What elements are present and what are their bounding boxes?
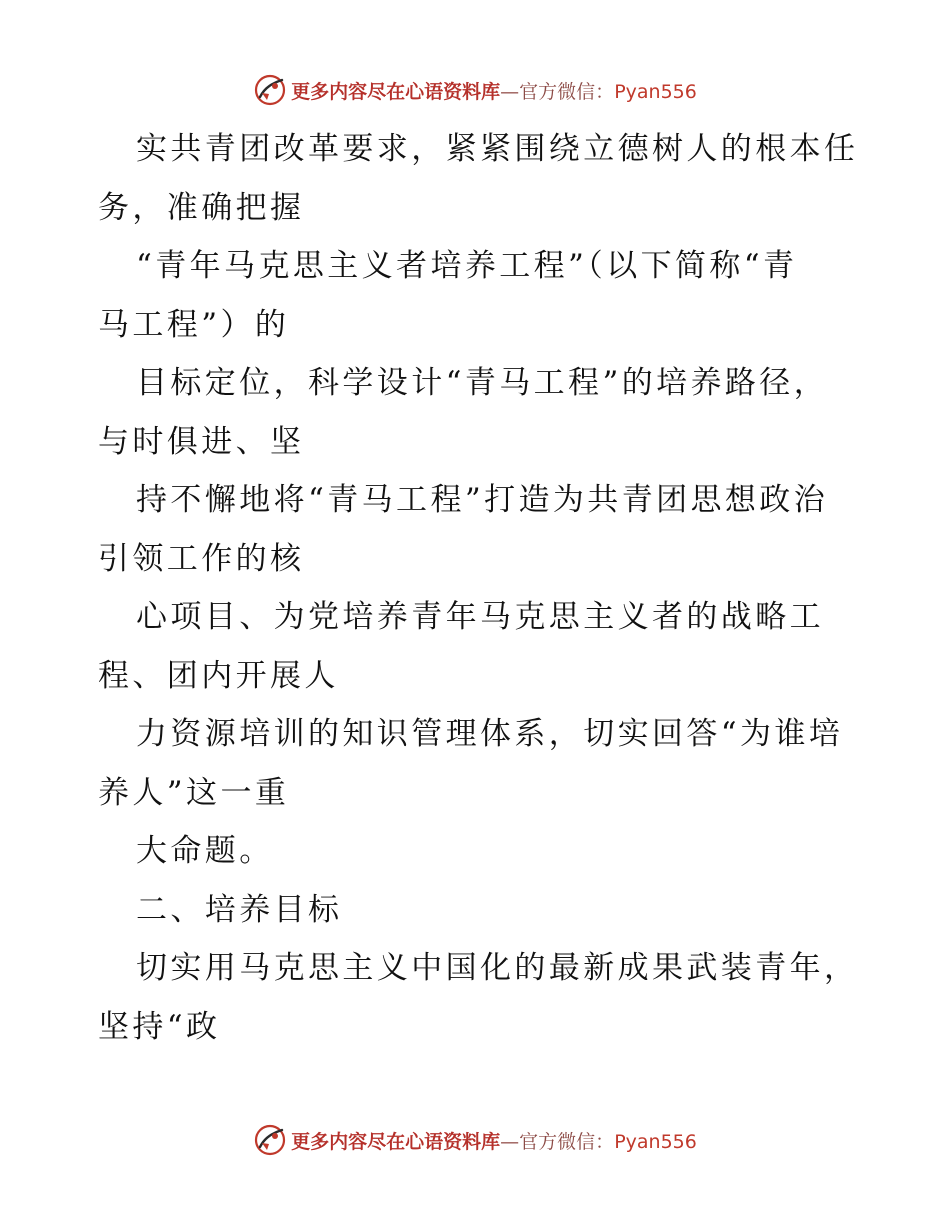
document-body [98,120,858,1056]
text-line: 实共青团改革要求，紧紧围绕立德树人的根本任 [136,131,859,167]
text-line: 程、团内开展人 [98,657,339,694]
text-line: 与时俱进、坚 [98,423,305,460]
text-line: 引领工作的核 [98,540,305,577]
text-line: 大命题。 [136,833,274,869]
text-line: 切实用马克思主义中国化的最新成果武装青年， [136,950,859,986]
watermark-wechat-id: Pyan556 [614,80,697,103]
header-watermark [0,70,950,110]
text-line: 务，准确把握 [98,189,305,226]
watermark-wechat-label: 官方微信： [519,80,615,103]
text-line: 坚持“政 [98,1008,221,1045]
text-line: 马工程”）的 [98,306,290,343]
watermark-separator: — [500,1130,520,1153]
text-line: 二、培养目标 [136,891,343,928]
text-line: 力资源培训的知识管理体系，切实回答“为谁培 [136,716,844,752]
watermark-text [291,77,697,104]
logo-icon [253,1123,287,1157]
watermark-wechat-id: Pyan556 [614,1130,697,1153]
text-line: 目标定位，科学设计“青马工程”的培养路径， [136,365,829,401]
watermark-text [291,1127,697,1154]
watermark-main: 更多内容尽在心语资料库 [291,1130,501,1153]
text-line: 持不懈地将“青马工程”打造为共青团思想政治 [136,482,829,518]
text-line: 养人”这一重 [98,774,290,811]
text-line: 心项目、为党培养青年马克思主义者的战略工 [136,599,824,635]
footer-watermark [0,1120,950,1160]
logo-icon [253,73,287,107]
watermark-wechat-label: 官方微信： [519,1130,615,1153]
text-line: “青年马克思主义者培养工程”（以下简称“青 [136,248,798,284]
watermark-separator: — [500,80,520,103]
watermark-main: 更多内容尽在心语资料库 [291,80,501,103]
